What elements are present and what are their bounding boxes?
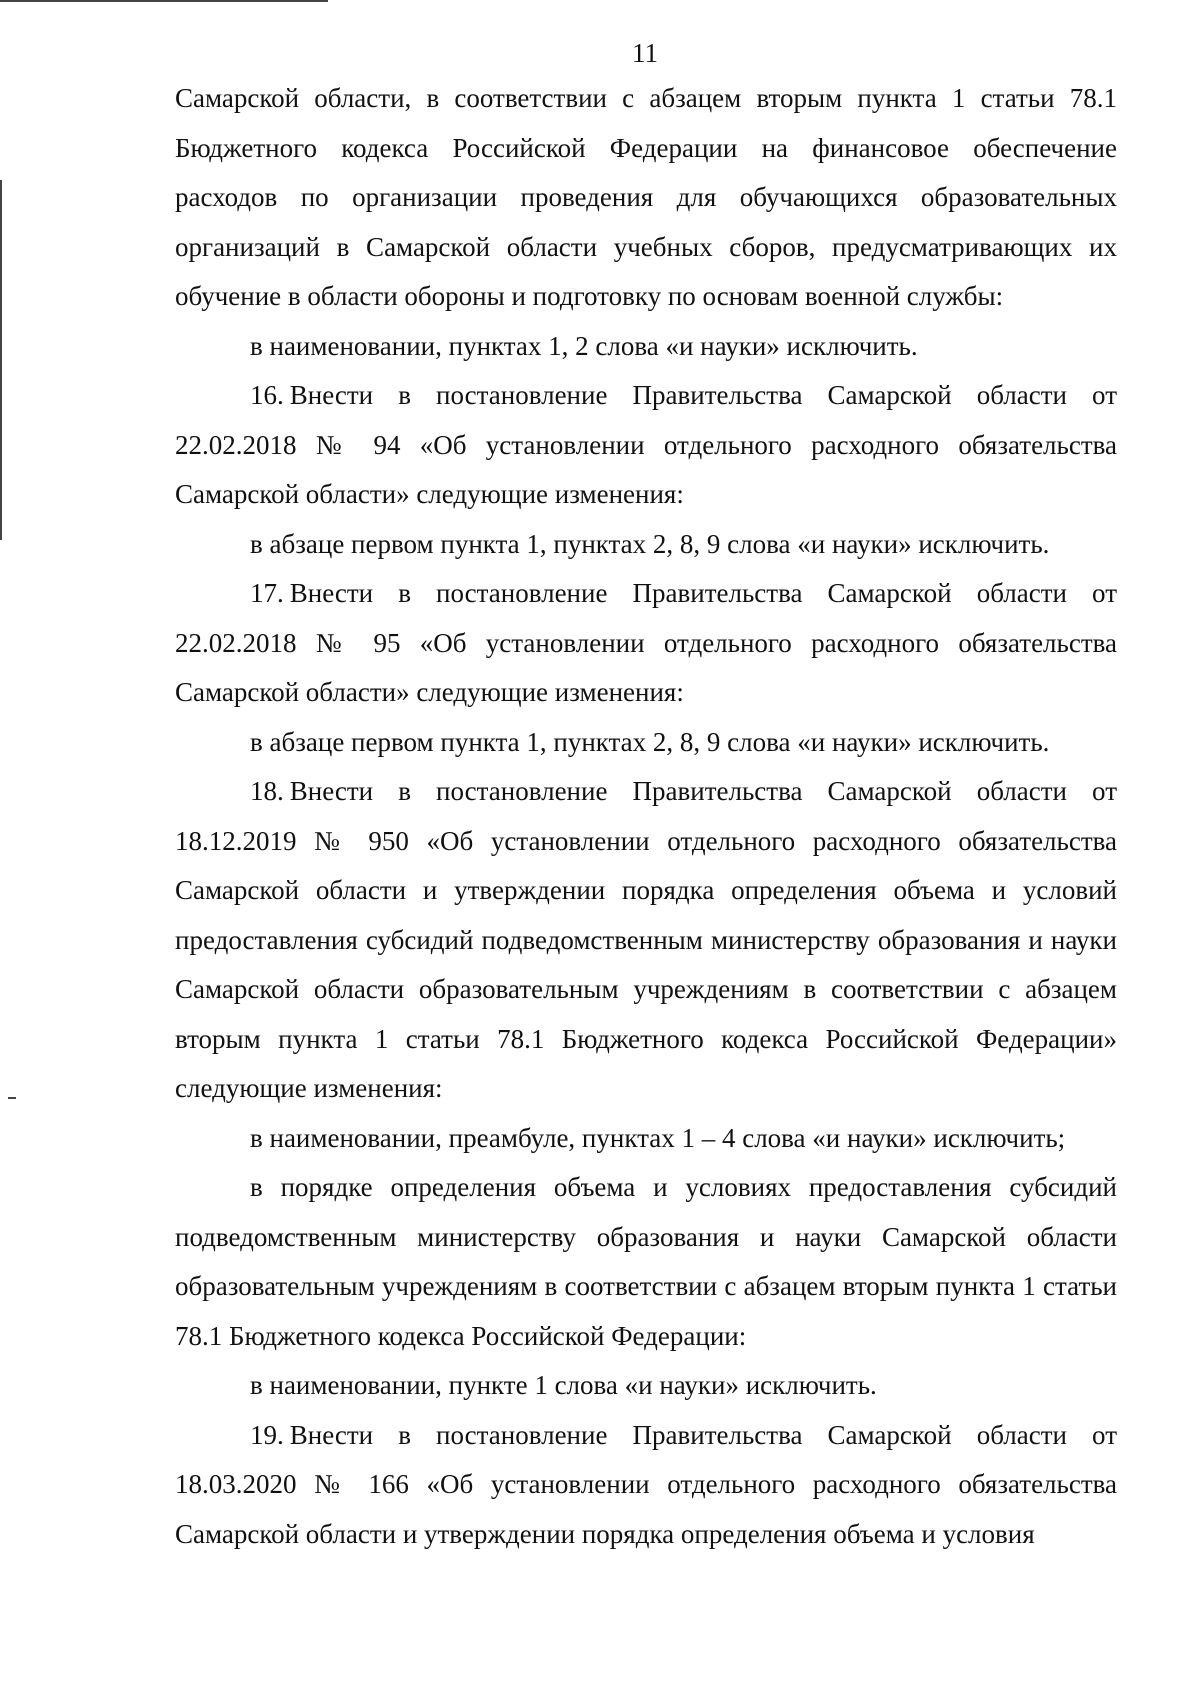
numbered-paragraph — [175, 371, 1117, 520]
paragraph — [175, 1361, 1117, 1411]
numbered-paragraph — [175, 767, 1117, 1114]
scan-edge-line-left — [0, 180, 2, 540]
paragraph-text: в наименовании, пункте 1 слова «и науки» исключить. — [250, 1370, 877, 1400]
paragraph-text: в наименовании, преамбуле, пунктах 1 – 4 слова «и науки» исключить; — [250, 1122, 1066, 1153]
paragraph-text: Внести в постановление Правительства Самарской области от 22.02.2018 № 95 «Об установлении отдельного расходного обязательства Самарской области» следующие изменения: — [175, 578, 1117, 707]
paragraph — [175, 718, 1117, 768]
document-body — [175, 74, 1117, 1559]
paragraph-text: в порядке определения объема и условиях предоставления субсидий подведомственным министерству образования и науки Самарской области образовательным учреждениям в соответствии с абзацем вторым пункта 1 статьи 78.1 Бюджетного кодекса Российской Федерации: — [175, 1172, 1117, 1351]
item-number: 17. — [250, 578, 284, 608]
numbered-paragraph — [175, 569, 1117, 718]
paragraph-text: Самарской области, в соответствии с абзацем вторым пункта 1 статьи 78.1 Бюджетного кодекса Российской Федерации на финансовое обеспечение расходов по организации проведения для обучающихся образовательных организаций в Самарской области учебных сборов, предусматривающих их обучение в области обороны и подготовку по основам военной службы: — [175, 83, 1117, 311]
item-number: 16. — [250, 380, 284, 410]
paragraph-text: в абзаце первом пункта 1, пунктах 2, 8, 9 слова «и науки» исключить. — [250, 528, 1050, 559]
paragraph-text: Внести в постановление Правительства Самарской области от 22.02.2018 № 94 «Об установлении отдельного расходного обязательства Самарской области» следующие изменения: — [175, 380, 1117, 509]
paragraph — [175, 1114, 1117, 1164]
scan-edge-dash-left — [8, 1097, 16, 1099]
paragraph-text: в наименовании, пунктах 1, 2 слова «и науки» исключить. — [250, 330, 918, 361]
scan-edge-line-top — [0, 0, 328, 2]
paragraph-text: Внести в постановление Правительства Самарской области от 18.12.2019 № 950 «Об установлении отдельного расходного обязательства Самарской области и утверждении порядка определения объема и условий предоставления субсидий подведомственным министерству образования и науки Самарской области образовательным учреждениям в соответствии с абзацем вторым пункта 1 статьи 78.1 Бюджетного кодекса Российской Федерации» следующие изменения: — [175, 776, 1117, 1103]
item-number: 18. — [250, 776, 284, 806]
paragraph-text: в абзаце первом пункта 1, пунктах 2, 8, 9 слова «и науки» исключить. — [250, 726, 1050, 757]
paragraph — [175, 1163, 1117, 1361]
paragraph — [175, 520, 1117, 570]
paragraph — [175, 322, 1117, 372]
numbered-paragraph — [175, 1411, 1117, 1560]
item-number: 19. — [250, 1419, 284, 1450]
paragraph-text: Внести в постановление Правительства Самарской области от 18.03.2020 № 166 «Об установлении отдельного расходного обязательства Самарской области и утверждении порядка определения объема и условия — [175, 1419, 1117, 1549]
page-number: 11 — [632, 38, 658, 68]
paragraph — [175, 74, 1117, 322]
